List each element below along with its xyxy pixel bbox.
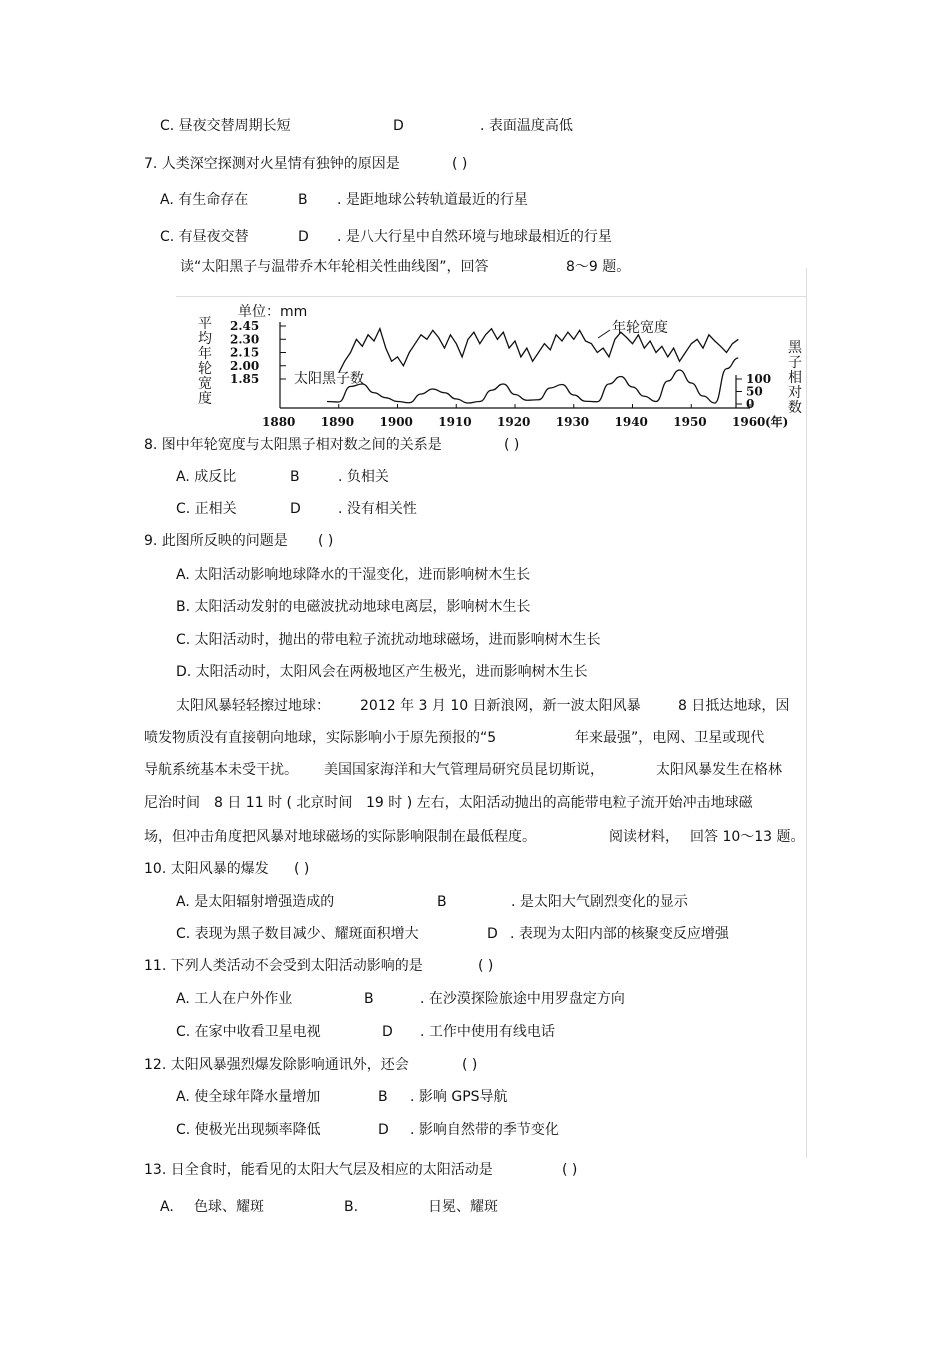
x-tick-label: 1890 (320, 415, 355, 429)
text-segment: ( ) (462, 1057, 478, 1073)
ring-label-leader (598, 330, 610, 338)
text-segment: B. (344, 1199, 359, 1215)
chart-series (327, 329, 738, 403)
text-segment: 日冕、耀斑 (428, 1199, 498, 1215)
text-segment: . 表现为太阳内部的核聚变反应增强 (510, 926, 729, 942)
x-tick-label: 1880 (262, 415, 296, 429)
text-segment: ( ) (478, 958, 494, 974)
text-segment: B (364, 991, 374, 1007)
ylabel-left-char: 轮 (198, 361, 212, 377)
text-segment: ( ) (504, 437, 520, 453)
text-segment: A. (160, 1199, 174, 1215)
y-left-tick-label: 2.45 (230, 319, 260, 333)
x-tick-label: 1910 (438, 415, 472, 429)
ylabel-right-char: 对 (788, 385, 802, 401)
text-segment: 年来最强”，电网、卫星或现代 (575, 730, 765, 746)
text-segment: A. 是太阳辐射增强造成的 (176, 894, 335, 910)
text-segment: 场，但冲击角度把风暴对地球磁场的实际影响限制在最低程度。 (144, 829, 536, 845)
text-segment: ( ) (294, 861, 310, 877)
text-segment: D (393, 118, 404, 134)
text-segment: B (378, 1089, 388, 1105)
text-segment: 太阳风暴轻轻擦过地球： (176, 698, 330, 714)
text-segment: C. 太阳活动时，抛出的带电粒子流扰动地球磁场，进而影响树木生长 (176, 632, 601, 648)
text-segment: B (437, 894, 447, 910)
text-segment: . 没有相关性 (338, 501, 417, 517)
y-right-tick-label: 0 (746, 397, 755, 411)
text-segment: 8 日 11 时 ( 北京时间 (214, 795, 353, 811)
y-left-tick-label: 2.30 (230, 332, 260, 347)
text-segment: 色球、耀斑 (194, 1199, 264, 1215)
x-tick-label: 1950 (673, 415, 707, 429)
y-right-tick-label: 100 (746, 372, 772, 386)
text-segment: C. 有昼夜交替 (160, 229, 249, 245)
chart-ylabel-left (198, 316, 212, 407)
text-segment: . 是太阳大气剧烈变化的显示 (511, 894, 688, 910)
text-segment: C. 昼夜交替周期长短 (160, 118, 291, 134)
text-segment: . 工作中使用有线电话 (420, 1024, 555, 1040)
y-left-tick-label: 2.15 (230, 345, 260, 360)
text-segment: ( ) (562, 1162, 578, 1178)
text-segment: B (298, 192, 308, 208)
text-segment: A. 有生命存在 (160, 192, 249, 208)
text-segment: . 表面温度高低 (480, 118, 573, 134)
text-segment: 喷发物质没有直接朝向地球，实际影响小于原先预报的“5 (144, 730, 497, 746)
text-segment: 11. 下列人类活动不会受到太阳活动影响的是 (144, 958, 423, 974)
ylabel-left-char: 宽 (198, 376, 212, 392)
series-line-ring-width (339, 329, 739, 373)
text-segment: 9. 此图所反映的问题是 (144, 533, 288, 549)
ylabel-right-char: 数 (788, 400, 802, 416)
text-segment: C. 表现为黑子数目减少、耀斑面积增大 (176, 926, 419, 942)
ylabel-right-char: 黑 (788, 340, 802, 356)
x-unit-label: (年) (765, 415, 789, 429)
text-segment: 7. 人类深空探测对火星情有独钟的原因是 (144, 156, 400, 172)
text-segment: 阅读材料， (609, 829, 679, 845)
text-segment: B (290, 469, 300, 485)
x-tick-label: 1920 (497, 415, 531, 429)
text-segment: 12. 太阳风暴强烈爆发除影响通讯外，还会 (144, 1057, 409, 1073)
text-segment: A. 太阳活动影响地球降水的干湿变化，进而影响树木生长 (176, 567, 531, 583)
y-left-tick-label: 2.00 (230, 358, 260, 373)
text-segment: C. 在家中收看卫星电视 (176, 1024, 321, 1040)
text-segment: 读“太阳黑子与温带乔木年轮相关性曲线图”，回答 (180, 259, 489, 275)
chart-ylabel-right (788, 340, 803, 416)
text-segment: 10. 太阳风暴的爆发 (144, 861, 269, 877)
question-box-top-border (176, 296, 807, 297)
text-segment: . 负相关 (338, 469, 389, 485)
text-segment: 8～9 题。 (566, 259, 631, 275)
text-segment: 19 时 ) 左右，太阳活动抛出的高能带电粒子流开始冲击地球磁 (366, 795, 753, 811)
text-segment: . 影响 GPS导航 (410, 1089, 508, 1105)
text-segment: 尼治时间 (144, 795, 200, 811)
text-segment: D (382, 1024, 393, 1040)
ylabel-left-char: 度 (198, 391, 212, 407)
ylabel-right-char: 子 (788, 355, 802, 371)
y-right-tick-label: 50 (746, 384, 763, 399)
text-segment: ( ) (318, 533, 334, 549)
text-segment: 导航系统基本未受干扰。 (144, 762, 298, 778)
text-segment: . 在沙漠探险旅途中用罗盘定方向 (420, 991, 625, 1007)
text-segment: 13. 日全食时，能看见的太阳大气层及相应的太阳活动是 (144, 1162, 493, 1178)
y-left-tick-label: 1.85 (230, 372, 260, 386)
ylabel-left-char: 均 (198, 331, 212, 347)
text-segment: D (290, 501, 301, 517)
text-segment: C. 正相关 (176, 501, 237, 517)
text-segment: D (487, 926, 498, 942)
series-label-ring-width: 年轮宽度 (612, 320, 668, 336)
ylabel-left-char: 平 (198, 316, 212, 332)
text-segment: D. 太阳活动时，太阳风会在两极地区产生极光，进而影响树木生长 (176, 664, 588, 680)
ylabel-left-char: 年 (198, 346, 212, 362)
text-segment: C. 使极光出现频率降低 (176, 1122, 321, 1138)
series-line-sunspots (327, 358, 738, 403)
text-segment: D (378, 1122, 389, 1138)
text-segment: . 是距地球公转轨道最近的行星 (337, 192, 528, 208)
x-tick-label: 1930 (555, 415, 590, 429)
text-segment: A. 工人在户外作业 (176, 991, 293, 1007)
text-segment: B. 太阳活动发射的电磁波扰动地球电离层，影响树木生长 (176, 599, 531, 615)
text-segment: 回答 10～13 题。 (690, 829, 805, 845)
text-segment: 8. 图中年轮宽度与太阳黑子相对数之间的关系是 (144, 437, 442, 453)
x-tick-label: 1940 (614, 415, 648, 429)
text-segment: ( ) (452, 156, 468, 172)
x-tick-label: 1960 (732, 415, 766, 429)
text-segment: A. 使全球年降水量增加 (176, 1089, 321, 1105)
text-segment: D (298, 229, 309, 245)
ylabel-right-char: 相 (788, 370, 802, 386)
text-segment: 2012 年 3 月 10 日新浪网，新一波太阳风暴 (360, 698, 641, 714)
sunspot-tree-ring-chart (190, 300, 820, 435)
series-label-sunspots: 太阳黑子数 (294, 371, 364, 387)
text-segment: . 影响自然带的季节变化 (410, 1122, 559, 1138)
text-segment: 太阳风暴发生在格林 (656, 762, 782, 778)
chart-unit-label: 单位：mm (238, 304, 308, 320)
text-segment: 8 日抵达地球，因 (678, 698, 790, 714)
x-tick-label: 1900 (379, 415, 413, 429)
text-segment: 美国国家海洋和大气管理局研究员昆切斯说， (324, 762, 604, 778)
text-segment: . 是八大行星中自然环境与地球最相近的行星 (337, 229, 612, 245)
text-segment: A. 成反比 (176, 469, 237, 485)
